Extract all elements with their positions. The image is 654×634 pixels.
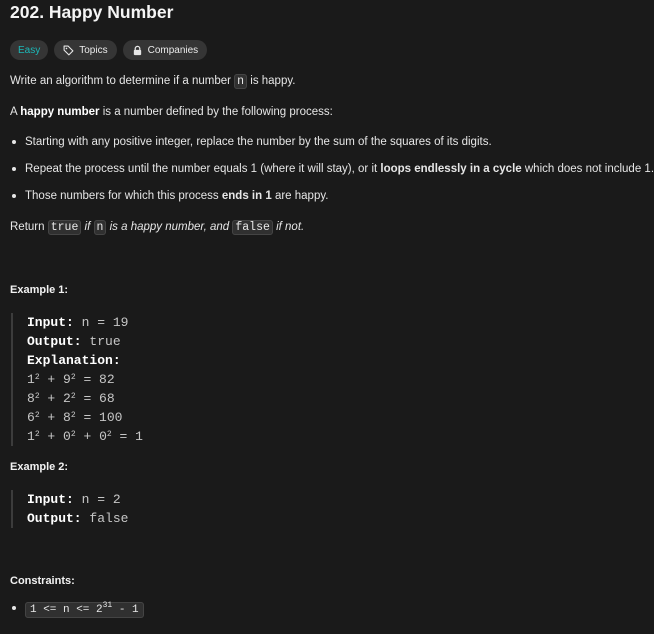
- return-text: [10, 221, 304, 234]
- ret-if: if: [84, 221, 91, 233]
- bullet2-a: Repeat the process until the number equals 1 (where it will stay), or it: [25, 163, 378, 175]
- constraints-list: [10, 603, 144, 616]
- explanation-line: $8^2 + 2^2 = 68$: [27, 391, 115, 406]
- explanation-label: Explanation:: [27, 353, 121, 368]
- constraint-lhs: 1 <= n <= 2: [30, 604, 103, 616]
- intro-before: Write an algorithm to determine if a number: [10, 75, 231, 87]
- list-item: [10, 134, 654, 161]
- input-label: Input:: [27, 315, 74, 330]
- example-2-output: [27, 509, 128, 528]
- example-1-block: [11, 313, 143, 446]
- tag-row: [10, 40, 207, 60]
- input-value: n = 19: [81, 315, 129, 330]
- input-label: Input:: [27, 492, 74, 507]
- ret-end: if not.: [276, 221, 305, 233]
- process-list: [10, 134, 654, 215]
- intro-text: [10, 75, 295, 88]
- example-2-input: [27, 490, 128, 509]
- def-bold: happy number: [20, 106, 100, 118]
- topics-label: Topics: [79, 44, 108, 56]
- lock-icon: [132, 45, 143, 56]
- constraint-rhs: - 1: [112, 604, 139, 616]
- inline-code-false: false: [232, 220, 273, 235]
- output-label: Output:: [27, 511, 82, 526]
- intro-after: is happy.: [250, 75, 296, 87]
- example-1-output: [27, 332, 143, 351]
- bullet2-bold: loops endlessly in a cycle: [380, 163, 522, 175]
- companies-label: Companies: [147, 44, 199, 56]
- constraint-code: [25, 602, 144, 618]
- bullet3-bold: ends in 1: [221, 190, 272, 202]
- inline-code-n: n: [234, 74, 247, 89]
- bullet2-b: which does not include 1.: [524, 163, 654, 175]
- problem-title[interactable]: 202. Happy Number: [10, 2, 174, 22]
- example-1-explanation: [27, 351, 143, 370]
- bullet3-a: Those numbers for which this process: [25, 190, 219, 202]
- input-value: n = 2: [81, 492, 121, 507]
- output-value: false: [89, 511, 129, 526]
- ret-mid: is a happy number, and: [109, 221, 230, 233]
- bullet1-text: Starting with any positive integer, replace the number by the sum of the squares of its digits.: [25, 136, 492, 148]
- constraint-exponent: 31: [102, 601, 113, 610]
- explanation-line: $1^2 + 9^2 = 82$: [27, 372, 115, 387]
- difficulty-badge: Easy: [10, 40, 48, 60]
- example-2-heading: Example 2:: [10, 461, 69, 473]
- example-2-block: [11, 490, 128, 528]
- explanation-line: $6^2 + 8^2 = 100$: [27, 410, 123, 425]
- bullet-dot: [12, 606, 16, 610]
- topics-button[interactable]: [54, 40, 116, 60]
- example-1-heading: Example 1:: [10, 284, 69, 296]
- tag-icon: [63, 45, 74, 56]
- companies-button[interactable]: [123, 40, 208, 60]
- output-label: Output:: [27, 334, 82, 349]
- inline-code-n: n: [94, 220, 107, 235]
- example-1-input: [27, 313, 143, 332]
- definition-text: [10, 106, 333, 118]
- list-item: [10, 188, 654, 215]
- constraints-heading: Constraints:: [10, 575, 75, 587]
- def-rest: is a number defined by the following process:: [102, 106, 333, 118]
- bullet3-b: are happy.: [274, 190, 329, 202]
- output-value: true: [89, 334, 121, 349]
- list-item: [10, 161, 654, 188]
- ret-word: Return: [10, 221, 45, 233]
- inline-code-true: true: [48, 220, 82, 235]
- explanation-line: $1^2 + 0^2 + 0^2 = 1$: [27, 429, 143, 444]
- def-a: A: [10, 106, 18, 118]
